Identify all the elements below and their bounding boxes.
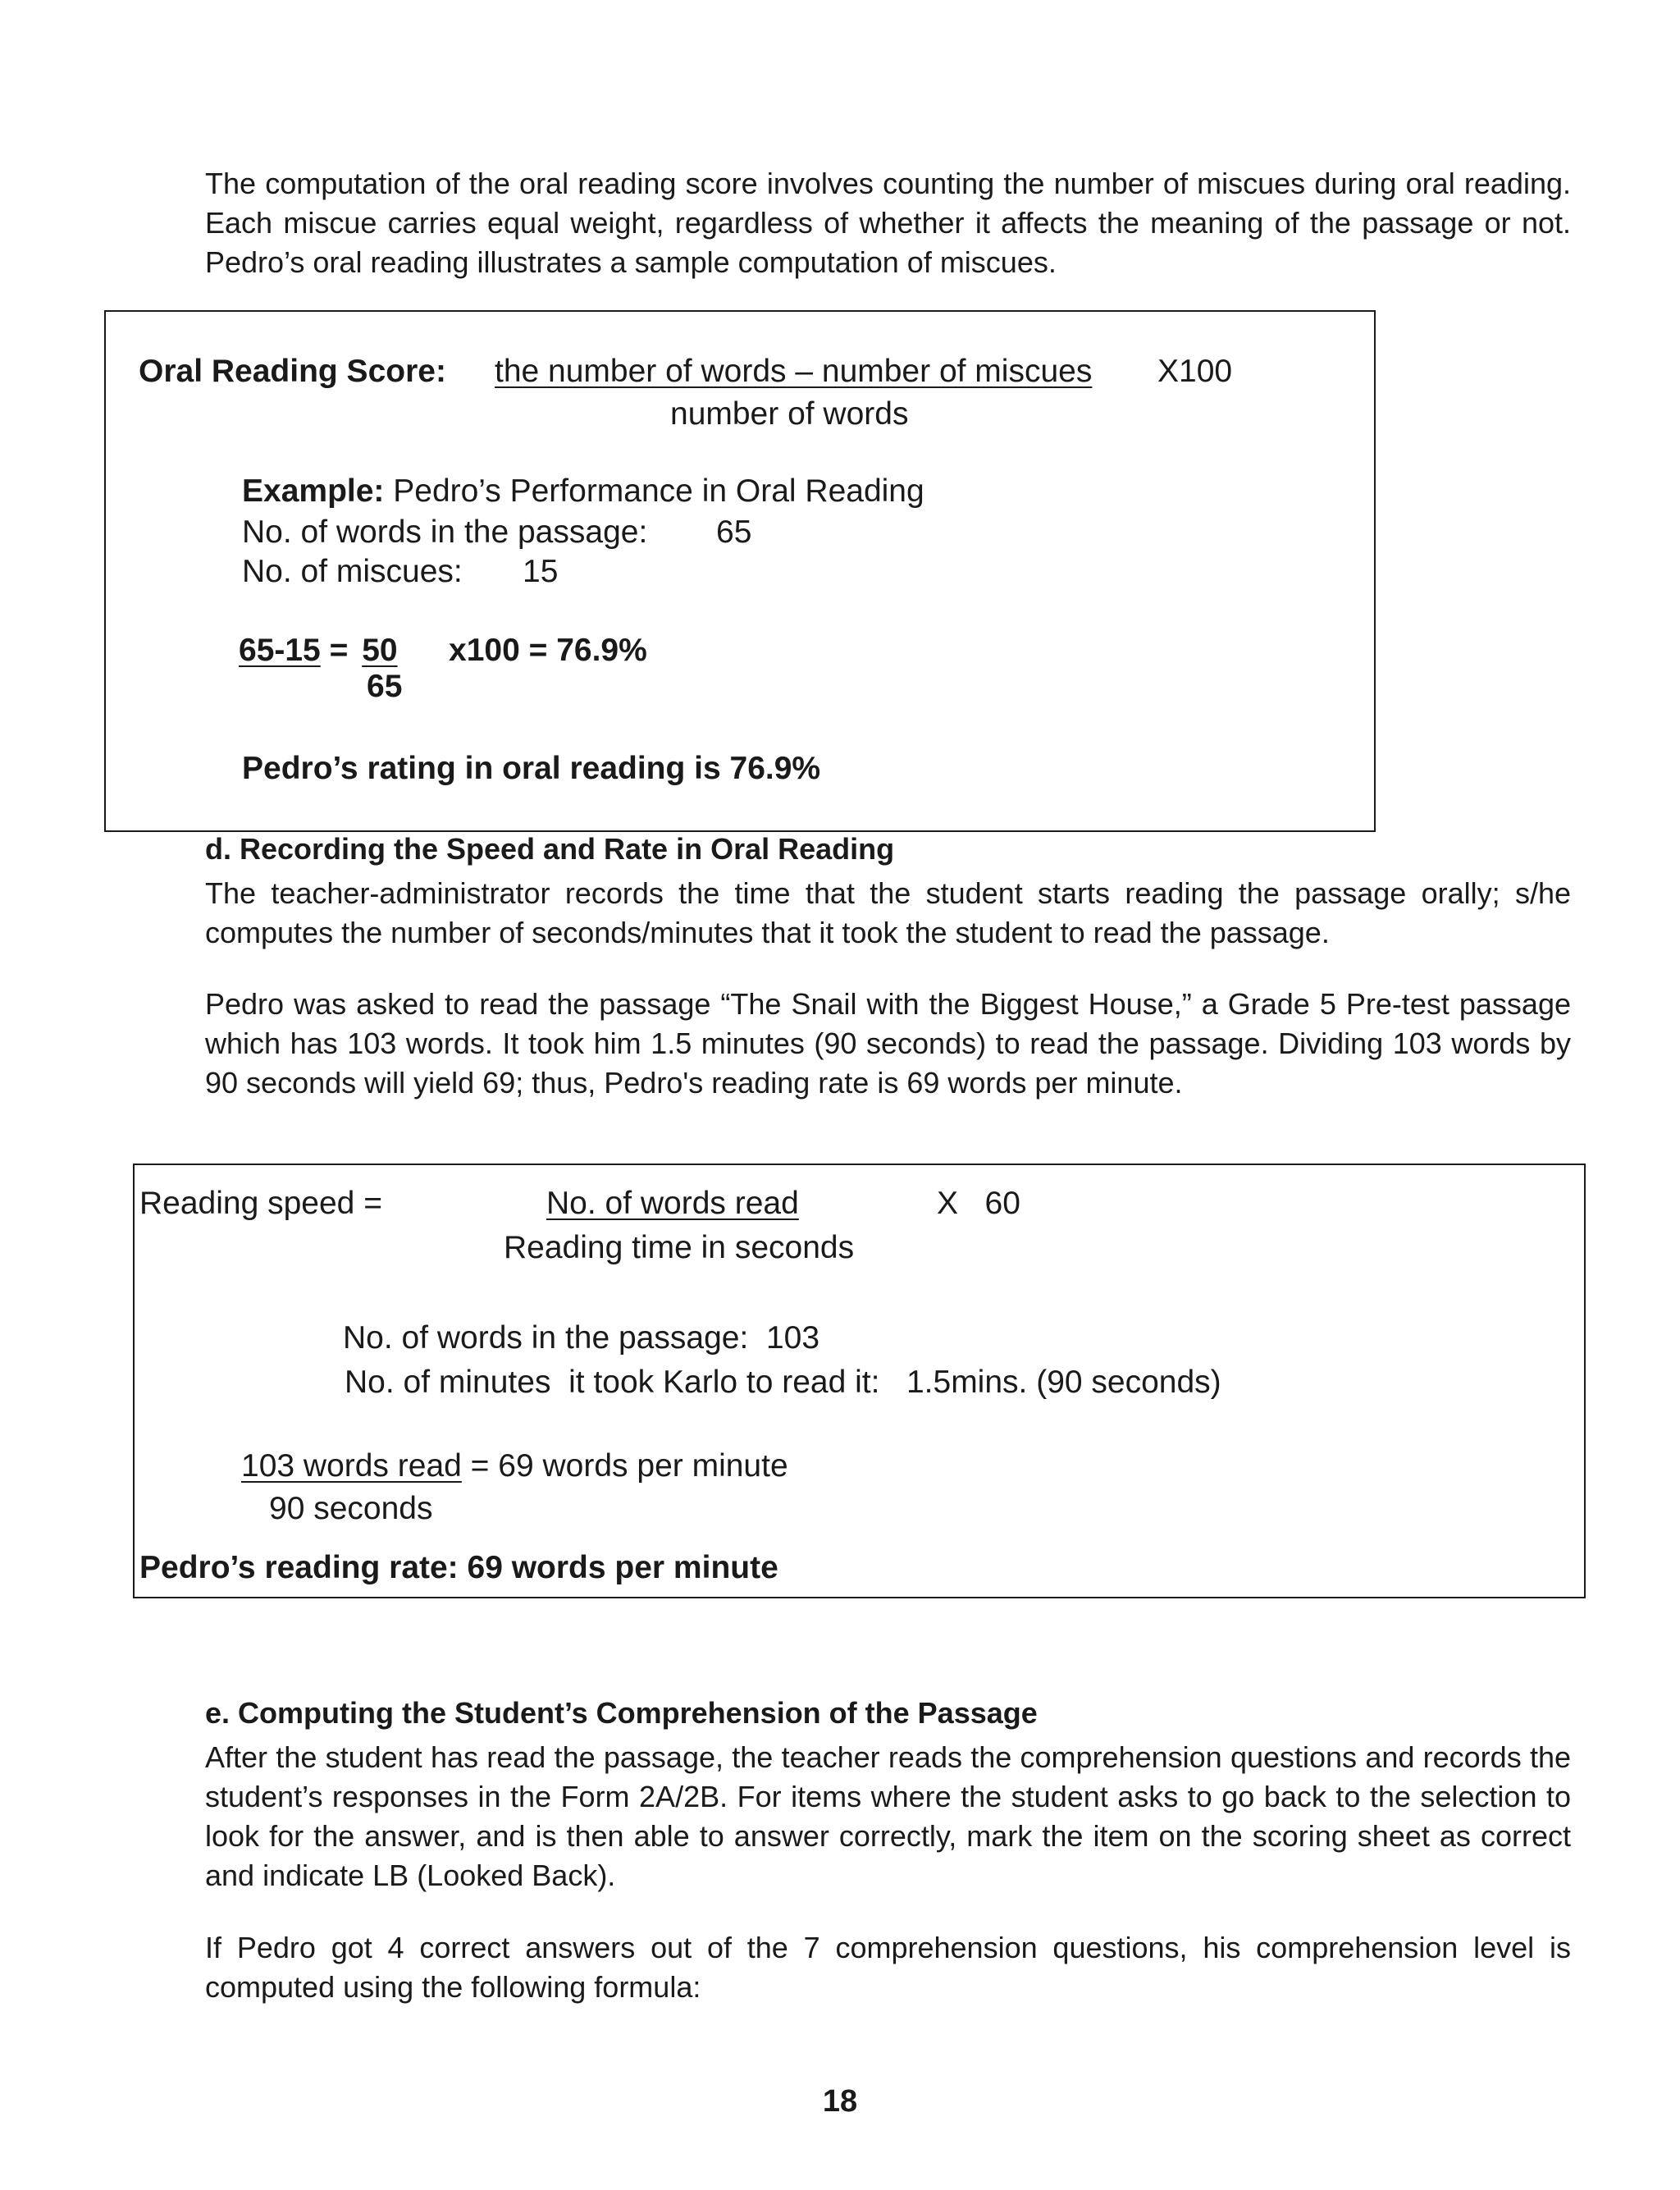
speed-minutes-line: No. of minutes it took Karlo to read it: 1.5mins. (90 seconds) xyxy=(345,1365,1221,1400)
calc-left: 65-15 xyxy=(239,633,321,668)
section-e-paragraph-1: After the student has read the passage, the teacher reads the comprehension questions and records the student’s responses in the Form 2A/2B. For items where the student asks to go back to the selection to look for the answer, and is then able to answer correctly, mark the item on the scoring sheet as correct and indicate LB (Looked Back). xyxy=(205,1740,1571,1892)
calc-result: x100 = 76.9% xyxy=(449,633,647,668)
speed-calc-numerator: 103 words read xyxy=(241,1448,462,1484)
miscues-value: 15 xyxy=(523,554,559,589)
oral-score-denominator: number of words xyxy=(670,396,909,432)
words-in-passage-value: 65 xyxy=(716,514,752,550)
reading-speed-label: Reading speed = xyxy=(139,1186,382,1221)
oral-score-label: Oral Reading Score: xyxy=(139,354,446,389)
reading-speed-multiplier: X 60 xyxy=(937,1186,1020,1221)
section-e-heading: e. Computing the Student’s Comprehension of the Passage xyxy=(205,1696,1038,1730)
calc-equals: = xyxy=(320,633,358,668)
example-text: Pedro’s Performance in Oral Reading xyxy=(384,473,924,509)
reading-speed-numerator: No. of words read xyxy=(546,1186,799,1221)
section-e-paragraph-2: If Pedro got 4 correct answers out of the 7 comprehension questions, his comprehension level is computed using the following formula: xyxy=(205,1931,1571,2004)
miscues-label: No. of miscues: xyxy=(242,554,463,589)
reading-speed-denominator: Reading time in seconds xyxy=(504,1230,855,1265)
intro-paragraph: The computation of the oral reading score involves counting the number of miscues during oral reading. Each miscue carries equal weight, regardless of whether it affects the meaning of the passage or not. Pedro’s oral reading illustrates a sample computation of miscues. xyxy=(205,167,1571,279)
oral-reading-score-box xyxy=(104,310,1376,832)
section-d-heading: d. Recording the Speed and Rate in Oral Reading xyxy=(205,832,895,866)
oral-calculation xyxy=(239,632,398,670)
section-d-paragraph-2: Pedro was asked to read the passage “The Snail with the Biggest House,” a Grade 5 Pre-test passage which has 103 words. It took him 1.5 minutes (90 seconds) to read the passage. Dividing 103 words by 90 seconds will yield 69; thus, Pedro's reading rate is 69 words per minute. xyxy=(205,987,1571,1100)
speed-calc-result: = 69 words per minute xyxy=(461,1448,788,1484)
speed-calc-denominator: 90 seconds xyxy=(269,1491,433,1526)
section-d-paragraph-1: The teacher-administrator records the time that the student starts reading the passage orally; s/he computes the number of seconds/minutes that it took the student to read the passage. xyxy=(205,876,1571,949)
calc-denominator: 65 xyxy=(367,669,403,704)
speed-words-line: No. of words in the passage: 103 xyxy=(343,1320,820,1356)
calc-numerator: 50 xyxy=(362,633,398,668)
speed-calculation xyxy=(241,1447,788,1485)
oral-score-numerator: the number of words – number of miscues xyxy=(495,354,1093,389)
words-in-passage-label: No. of words in the passage: xyxy=(242,514,648,550)
page-number: 18 xyxy=(822,2084,858,2119)
example-label: Example: xyxy=(242,473,385,509)
example-title xyxy=(242,473,924,510)
reading-speed-box xyxy=(133,1164,1586,1598)
oral-rating: Pedro’s rating in oral reading is 76.9% xyxy=(242,751,821,786)
oral-score-multiplier: X100 xyxy=(1157,354,1233,389)
reading-rate: Pedro’s reading rate: 69 words per minute xyxy=(139,1550,778,1585)
